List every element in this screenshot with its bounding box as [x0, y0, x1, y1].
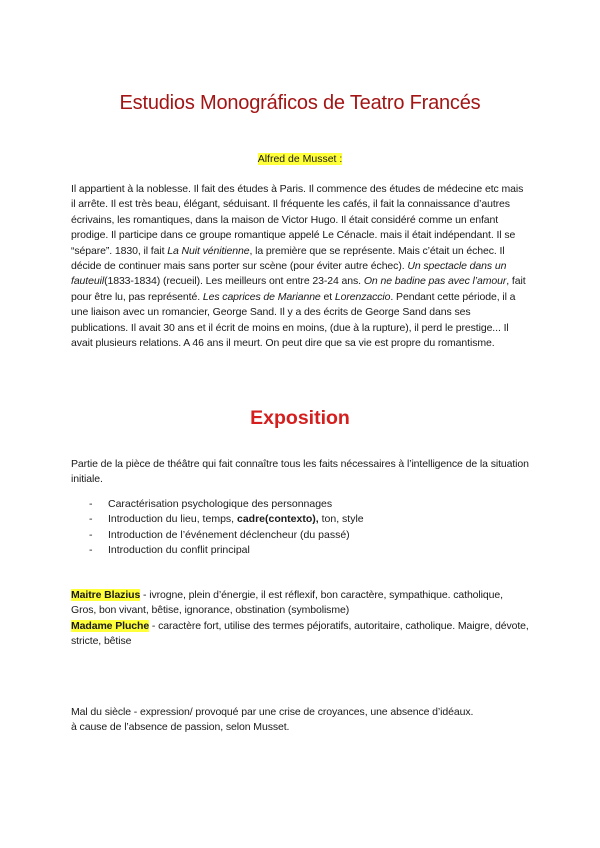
exposition-intro: Partie de la pièce de théâtre qui fait connaître tous les faits nécessaires à l’intelligence de la situation initiale. — [71, 458, 529, 486]
character-description: - ivrogne, plein d’énergie, il est réflexif, bon caractère, sympathique. catholique, Gros, bon vivant, bêtise, ignorance, obstination (symbolisme) — [71, 589, 503, 617]
exposition-heading: Exposition — [250, 407, 350, 429]
character-name: Maitre Blazius — [71, 589, 141, 601]
list-item — [71, 497, 364, 512]
document-title: Estudios Monográficos de Teatro Francés — [119, 92, 481, 114]
character-description: - caractère fort, utilise des termes péjoratifs, autoritaire, catholique. Maigre, dévote, stricte, bêtise — [71, 619, 529, 648]
list-dash: - — [89, 528, 93, 541]
list-dash: - — [89, 513, 93, 526]
list-item — [71, 543, 364, 558]
work-title: Les caprices de Marianne — [202, 290, 321, 303]
list-item-text: Introduction du conflit principal — [108, 543, 250, 556]
character-entry — [71, 588, 529, 619]
characters-section — [71, 588, 529, 650]
mal-du-siecle-paragraph — [71, 705, 529, 736]
bio-text-4: , fait pour être lu, pas représenté. — [71, 275, 526, 303]
bio-text-6: . Pendant cette période, il a une liaison avec un romancier, George Sand. Il y a des écrits de George Sand dans ses publications. Il avait 30 ans et il écrit de moins en moins, (due à la rupture), il perd le prestige... Il avait plusieurs relations. A 46 ans il meurt. On peut dire que sa vie est propre du romantisme. — [71, 290, 516, 350]
bio-text-2: , la première que se représente. Mais c’était un échec. Il décide de continuer mais sans porter sur scène (pour éviter autre échec). — [71, 244, 505, 273]
list-item — [71, 512, 364, 527]
bio-text-5: et — [320, 290, 335, 303]
list-item-bold-text: cadre(contexto), — [237, 513, 319, 526]
list-item-text: Caractérisation psychologique des personnages — [108, 498, 333, 510]
bio-text-1: Il appartient à la noblesse. Il fait des études à Paris. Il commence des études de médecine etc mais il arrête. Il est très beau, élégant, séduisant. Il fréquente les cafés, il fait la connaissance d’autres écrivains, les romantiques, dans la maison de Victor Hugo. Il était considéré comme un enfant prodige. Il participe dans ce groupe romantique appelé Le Cénacle. mais il était indépendant. Il se “sépare”. 1830, il fait — [71, 183, 524, 257]
bio-text-3: (1833-1834) (recueil). Les meilleurs ont entre 23-24 ans. — [104, 275, 364, 288]
list-item-text: Introduction du lieu, temps, — [108, 513, 237, 526]
character-name: Madame Pluche — [71, 619, 150, 632]
work-title: Lorenzaccio — [334, 290, 391, 303]
exposition-list — [71, 497, 364, 558]
mal-du-siecle-line: à cause de l’absence de passion, selon Musset. — [71, 721, 290, 734]
work-title: Un spectacle dans un fauteuil — [71, 260, 507, 288]
work-title: La Nuit vénitienne — [167, 244, 250, 257]
list-dash: - — [89, 543, 93, 556]
list-item-text: Introduction de l’événement déclencheur (du passé) — [108, 528, 350, 541]
character-entry — [71, 619, 529, 650]
author-heading — [0, 153, 600, 165]
list-item — [71, 528, 364, 543]
list-dash: - — [89, 498, 93, 510]
mal-du-siecle-line: Mal du siècle - expression/ provoqué par une crise de croyances, une absence d’idéaux. — [71, 706, 474, 718]
biography-paragraph — [71, 182, 529, 351]
list-item-text: ton, style — [318, 513, 364, 526]
author-heading-highlight: Alfred de Musset : — [257, 153, 343, 165]
work-title: On ne badine pas avec l’amour — [363, 275, 507, 288]
